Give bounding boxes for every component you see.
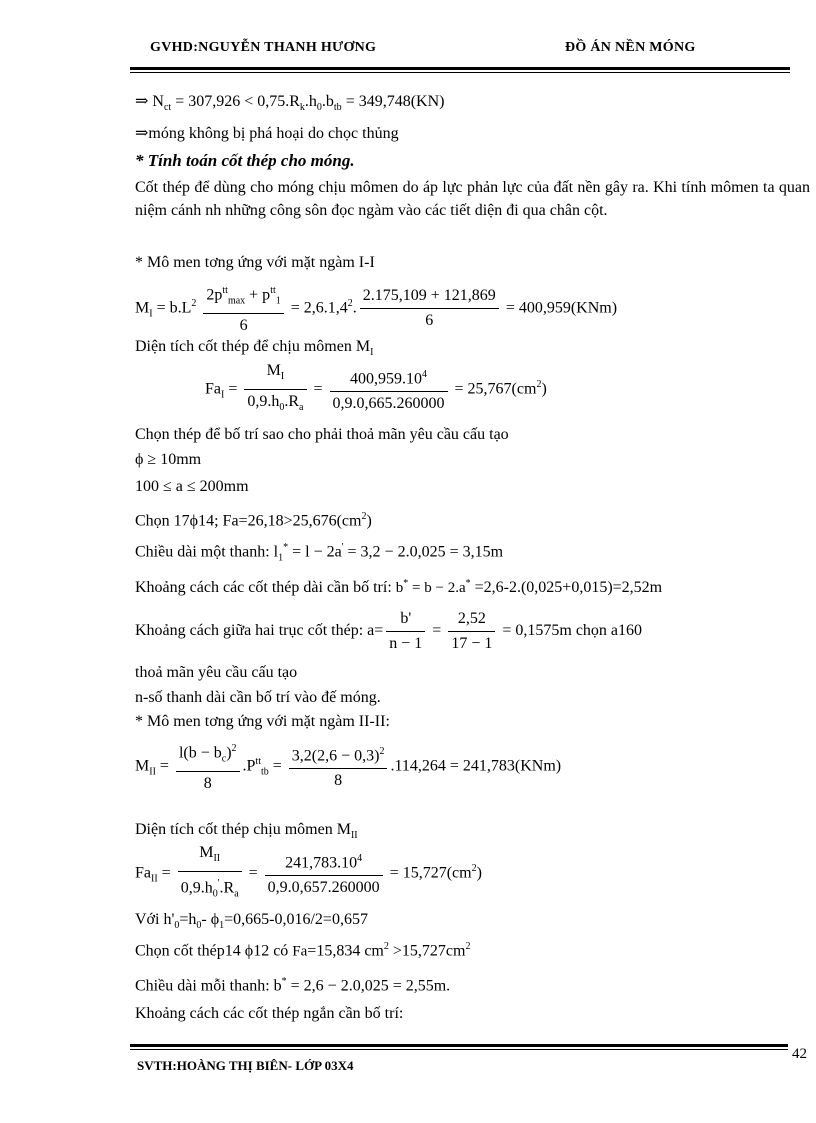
distance1-line: Khoảng cách các cốt thép dài cần bố trí: b* = b − 2.a* =2,6-2.(0,025+0,015)=2,52m (135, 578, 663, 596)
no-punching-line: ⇒móng không bị phá hoại do chọc thủng (135, 125, 399, 142)
page-number: 42 (792, 1046, 807, 1062)
length2-line: Chiều dài mỗi thanh: b* = 2,6 − 2.0,025 = 2,55m. (135, 976, 451, 995)
moment2-title: * Mô men tơng ứng với mặt ngàm II-II: (135, 713, 390, 730)
choose2-line: Chọn cốt thép14 ϕ12 có Fa=15,834 $cm^2 >15,727cm^2$ (135, 941, 471, 960)
condition-spacing: 100 ≤ a ≤ 200mm (135, 478, 249, 495)
moment1-title: * Mô men tơng ứng với mặt ngàm I-I (135, 254, 375, 271)
axis-spacing-line: Khoảng cách giữa hai trục cốt thép: a= $\frac{b'}{n - 1}$ = $\frac{2,52}{17 - 1}$ = 0,1575m chọn a160 (135, 609, 643, 652)
condition-diameter: ϕ ≥ 10mm (135, 451, 202, 468)
satisfy-line: thoả mãn yêu cầu cấu tạo (135, 664, 298, 681)
area2-title: Diện tích cốt thép chịu mômen $M_{II}$ (135, 821, 358, 842)
nbars-line: n-số thanh dài cần bố trí vào đế móng. (135, 689, 381, 706)
area1-title: Diện tích cốt thép để chịu mômen $M_I$ (135, 338, 374, 359)
punching-check-line: ⇒ $N_{ct} = 307,926 < 0,75.R_k.h_0.b_{tb} = 349,748(KN)$ (135, 93, 445, 114)
header-left: GVHD:NGUYỄN THANH HƯƠNG (150, 40, 377, 55)
h0-line: Với $h'_0=h_0-$ $\phi_1=0,665-0,016/2=0,657$ (135, 911, 368, 932)
distance2-line: Khoảng cách các cốt thép ngắn cần bố trí: (135, 1005, 404, 1022)
footer-left: SVTH:HOÀNG THỊ BIÊN- LỚP 03X4 (137, 1058, 354, 1073)
header-right: ĐỒ ÁN NỀN MÓNG (565, 40, 696, 55)
footer-rule-thick (130, 1044, 788, 1047)
fa2-equation: $Fa_{II}$ = $\frac{M_{II}}{0,9.h_0'.R_a}$ = $\frac{241,783.10^4}{0,9.0,657.260000}$ = $15,727(cm^2)$ (135, 843, 482, 900)
header-rule-thin (130, 72, 790, 73)
length1-line: Chiều dài một thanh: $l_1^* = l - 2a' = 3,2 - 2.0,025 = 3,15m$ (135, 542, 504, 564)
intro-paragraph: Cốt thép để dùng cho móng chịu mômen do áp lực phản lực của đất nền gây ra. Khi tính mômen ta quan niệm cánh nh những công sôn đọc ngàm vào các tiết diện đi qua chân cột. (135, 179, 810, 219)
header-rule-thick (130, 67, 790, 70)
moment1-equation: $M_I = b.L^2$ $\frac{2p^{tt}_{max} + p^{tt}_1}{6}$ = $2,6.1,4^2$. $\frac{2.175,109 + 121,869}{6}$ = 400,959(KNm) (135, 279, 617, 329)
section-heading: * Tính toán cốt thép cho móng. (135, 151, 355, 170)
footer-rule-thin (130, 1049, 788, 1050)
moment2-equation: $M_{II}$ = $\frac{l(b - b_c)^2}{8}$ $.P^{tt}_{tb}$ = $\frac{3,2(2,6 - 0,3)^2}{8}$ .114,264 = 241,783(KNm) (135, 735, 561, 789)
choose1-line: Chọn 17ϕ14; $Fa=26,18>25,676(cm^2)$ (135, 511, 372, 530)
choose-title: Chọn thép để bố trí sao cho phải thoả mãn yêu cầu cấu tạo (135, 426, 509, 443)
fa1-equation: $Fa_I$ = $\frac{M_I}{0,9.h_0.R_a}$ = $\frac{400,959.10^4}{0,9.0,665.260000}$ = $25,767(cm^2)$ (205, 361, 547, 414)
